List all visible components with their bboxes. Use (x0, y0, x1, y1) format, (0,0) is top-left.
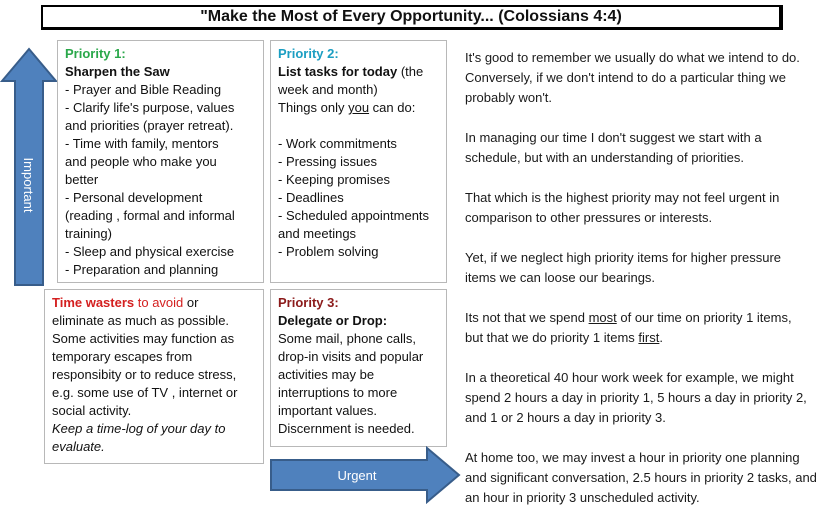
priority-2-item: - Deadlines (278, 190, 344, 205)
priority-2-line: week and month) (278, 82, 378, 97)
paragraph-line: Yet, if we neglect high priority items for higher pressure (465, 250, 782, 265)
priority-2-item: - Work commitments (278, 136, 397, 151)
priority-1-item: - Preparation and planning (65, 262, 219, 277)
paragraph (465, 308, 837, 348)
priority-3-line: drop-in visits and popular (278, 349, 424, 364)
priority-1-item: - Prayer and Bible Reading (65, 82, 222, 97)
priority-3-line: activities may be (278, 367, 375, 382)
priority-2-text: Things only (278, 100, 349, 115)
text: but that we do priority 1 items (465, 330, 639, 345)
emphasis: first (638, 330, 660, 345)
paragraph-line (465, 328, 837, 348)
time-wasters-line: responsibity or to reduce stress, (52, 367, 237, 382)
time-wasters-line: social activity. (52, 403, 132, 418)
paragraph-line: an hour in priority 3 unscheduled activity. (465, 490, 700, 505)
priority-1-item: better (65, 172, 99, 187)
paragraph (465, 248, 837, 288)
priority-2-line (278, 99, 439, 117)
paragraph-line: At home too, we may invest a hour in priority one planning (465, 450, 800, 465)
paragraph-line: comparison to other pressures or interests. (465, 210, 713, 225)
time-wasters-box (44, 289, 264, 464)
priority-1-subheading: Sharpen the Saw (65, 64, 170, 79)
priority-1-item: and people who make you (65, 154, 217, 169)
priority-3-line: interruptions to more (278, 385, 398, 400)
priority-1-item: (reading , formal and informal (65, 208, 235, 223)
important-arrow (0, 47, 58, 287)
paragraph (465, 128, 837, 168)
paragraph-line: Conversely, if we don't intend to do a particular thing we (465, 70, 786, 85)
page-title: "Make the Most of Every Opportunity... (Colossians 4:4) (41, 5, 783, 30)
priority-3-line: Some mail, phone calls, (278, 331, 417, 346)
time-wasters-tail: or (183, 295, 199, 310)
priority-2-subheading: List tasks for today (278, 64, 398, 79)
priority-3-subheading: Delegate or Drop: (278, 313, 388, 328)
priority-1-box (57, 40, 264, 283)
time-wasters-heading: Time wasters (52, 295, 135, 310)
priority-2-item: - Keeping promises (278, 172, 390, 187)
priority-2-emphasis: you (348, 100, 370, 115)
paragraph-line (465, 308, 837, 328)
time-wasters-note: Keep a time-log of your day to (52, 421, 226, 436)
time-wasters-avoid: to avoid (134, 295, 184, 310)
text: Its not that we spend (465, 310, 589, 325)
paragraph (465, 48, 837, 108)
time-wasters-line: e.g. some use of TV , internet or (52, 385, 238, 400)
time-wasters-note: evaluate. (52, 439, 105, 454)
priority-1-item: - Clarify life's purpose, values (65, 100, 235, 115)
priority-3-line: Discernment is needed. (278, 421, 415, 436)
priority-2-subheading-rest: (the (397, 64, 424, 79)
paragraph-line: probably won't. (465, 90, 553, 105)
priority-3-box (270, 289, 447, 447)
paragraph-line: and 1 or 2 hours a day in priority 3. (465, 410, 666, 425)
priority-2-item: - Scheduled appointments (278, 208, 430, 223)
priority-3-heading: Priority 3: (278, 295, 339, 310)
priority-2-text: can do: (369, 100, 416, 115)
priority-2-box (270, 40, 447, 283)
text: . (659, 330, 663, 345)
priority-2-item: - Pressing issues (278, 154, 377, 169)
priority-2-heading: Priority 2: (278, 46, 339, 61)
priority-2-item: - Problem solving (278, 244, 379, 259)
priority-2-subheading-line (278, 63, 439, 81)
paragraph-line: spend 2 hours a day in priority 1, 5 hours a day in priority 2, (465, 390, 807, 405)
paragraph-line: It's good to remember we usually do what we intend to do. (465, 50, 800, 65)
time-wasters-line: temporary escapes from (52, 349, 193, 364)
urgent-label: Urgent (337, 468, 377, 483)
paragraph-line: In managing our time I don't suggest we start with a (465, 130, 762, 145)
priority-1-item: - Personal development (65, 190, 203, 205)
urgent-arrow (269, 446, 461, 504)
paragraph (465, 368, 837, 428)
time-wasters-line: Some activities may function as (52, 331, 235, 346)
priority-1-heading: Priority 1: (65, 46, 126, 61)
paragraph (465, 188, 837, 228)
priority-2-item: and meetings (278, 226, 357, 241)
time-wasters-line: eliminate as much as possible. (52, 313, 230, 328)
paragraph-line: In a theoretical 40 hour work week for example, we might (465, 370, 794, 385)
paragraph-line: That which is the highest priority may not feel urgent in (465, 190, 780, 205)
important-label: Important (21, 157, 36, 213)
time-wasters-heading-line (52, 294, 256, 312)
priority-3-line: important values. (278, 403, 377, 418)
priority-1-item: training) (65, 226, 112, 241)
text: of our time on priority 1 items, (616, 310, 792, 325)
priority-1-item: and priorities (prayer retreat). (65, 118, 234, 133)
priority-1-item: - Sleep and physical exercise (65, 244, 235, 259)
paragraph-line: and significant conversation, 2.5 hours in priority 2 tasks, and (465, 470, 817, 485)
emphasis: most (588, 310, 617, 325)
paragraph (465, 448, 837, 508)
paragraph-line: items we can loose our bearings. (465, 270, 656, 285)
priority-1-item: - Time with family, mentors (65, 136, 219, 151)
paragraph-line: schedule, but with an understanding of priorities. (465, 150, 744, 165)
